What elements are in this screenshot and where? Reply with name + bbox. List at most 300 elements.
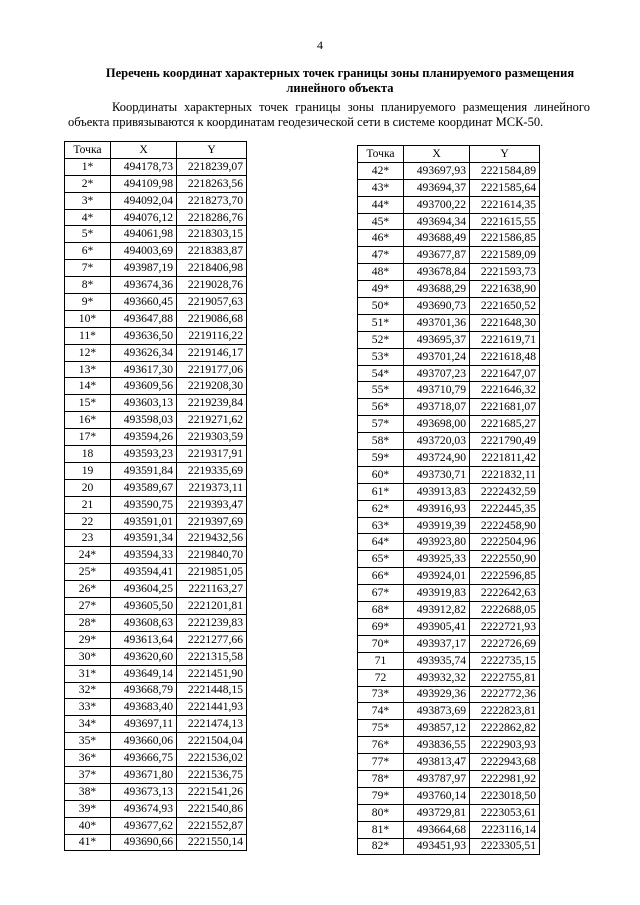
x-cell: 493730,71 bbox=[404, 466, 470, 483]
table-row bbox=[65, 192, 247, 209]
point-cell: 47* bbox=[358, 247, 404, 264]
x-cell: 493594,33 bbox=[111, 547, 177, 564]
y-cell: 2218273,70 bbox=[177, 192, 247, 209]
point-cell: 59* bbox=[358, 450, 404, 467]
y-cell: 2219840,70 bbox=[177, 547, 247, 564]
table-row bbox=[65, 530, 247, 547]
point-cell: 42* bbox=[358, 162, 404, 179]
point-cell: 13* bbox=[65, 361, 111, 378]
table-row bbox=[358, 568, 540, 585]
table-row bbox=[358, 466, 540, 483]
y-cell: 2222458,90 bbox=[470, 517, 540, 534]
x-cell: 493698,00 bbox=[404, 416, 470, 433]
table-row bbox=[65, 294, 247, 311]
y-cell: 2221277,66 bbox=[177, 631, 247, 648]
point-cell: 20 bbox=[65, 479, 111, 496]
y-cell: 2221585,64 bbox=[470, 179, 540, 196]
point-cell: 58* bbox=[358, 433, 404, 450]
y-cell: 2223116,14 bbox=[470, 821, 540, 838]
x-cell: 493701,36 bbox=[404, 314, 470, 331]
point-cell: 35* bbox=[65, 733, 111, 750]
x-cell: 493609,56 bbox=[111, 378, 177, 395]
point-cell: 34* bbox=[65, 716, 111, 733]
point-cell: 82* bbox=[358, 838, 404, 855]
point-cell: 39* bbox=[65, 800, 111, 817]
y-cell: 2218383,87 bbox=[177, 243, 247, 260]
table-row bbox=[65, 513, 247, 530]
table-row bbox=[358, 551, 540, 568]
x-cell: 493836,55 bbox=[404, 737, 470, 754]
table-row bbox=[358, 534, 540, 551]
table-row bbox=[358, 365, 540, 382]
point-cell: 40* bbox=[65, 817, 111, 834]
y-cell: 2219239,84 bbox=[177, 395, 247, 412]
y-cell: 2221550,14 bbox=[177, 834, 247, 851]
y-cell: 2219208,30 bbox=[177, 378, 247, 395]
title-line-1: Перечень координат характерных точек границы зоны планируемого размещения bbox=[105, 66, 575, 80]
y-cell: 2222726,69 bbox=[470, 635, 540, 652]
x-cell: 493594,26 bbox=[111, 429, 177, 446]
table-row bbox=[358, 517, 540, 534]
table-row bbox=[65, 429, 247, 446]
point-cell: 78* bbox=[358, 770, 404, 787]
x-cell: 494076,12 bbox=[111, 209, 177, 226]
y-cell: 2219432,56 bbox=[177, 530, 247, 547]
y-cell: 2219271,62 bbox=[177, 412, 247, 429]
table-row bbox=[65, 395, 247, 412]
point-cell: 75* bbox=[358, 720, 404, 737]
y-cell: 2221451,90 bbox=[177, 665, 247, 682]
point-cell: 57* bbox=[358, 416, 404, 433]
x-cell: 493724,90 bbox=[404, 450, 470, 467]
x-cell: 493594,41 bbox=[111, 564, 177, 581]
point-cell: 60* bbox=[358, 466, 404, 483]
point-cell: 14* bbox=[65, 378, 111, 395]
table-row bbox=[358, 585, 540, 602]
x-cell: 493718,07 bbox=[404, 399, 470, 416]
x-cell: 494061,98 bbox=[111, 226, 177, 243]
table-row bbox=[65, 614, 247, 631]
y-cell: 2219335,69 bbox=[177, 462, 247, 479]
point-cell: 6* bbox=[65, 243, 111, 260]
table-row bbox=[65, 327, 247, 344]
y-cell: 2222445,35 bbox=[470, 500, 540, 517]
table-row bbox=[65, 800, 247, 817]
y-cell: 2219086,68 bbox=[177, 310, 247, 327]
x-cell: 493647,88 bbox=[111, 310, 177, 327]
x-cell: 493677,62 bbox=[111, 817, 177, 834]
point-cell: 65* bbox=[358, 551, 404, 568]
point-cell: 18 bbox=[65, 446, 111, 463]
x-cell: 493603,13 bbox=[111, 395, 177, 412]
point-cell: 29* bbox=[65, 631, 111, 648]
x-cell: 493701,24 bbox=[404, 348, 470, 365]
x-cell: 493590,75 bbox=[111, 496, 177, 513]
y-cell: 2222550,90 bbox=[470, 551, 540, 568]
y-cell: 2222735,15 bbox=[470, 652, 540, 669]
y-cell: 2221541,26 bbox=[177, 783, 247, 800]
y-cell: 2223053,61 bbox=[470, 804, 540, 821]
x-cell: 493857,12 bbox=[404, 720, 470, 737]
table-header-row bbox=[65, 142, 247, 159]
table-row bbox=[358, 196, 540, 213]
table-row bbox=[65, 783, 247, 800]
point-cell: 2* bbox=[65, 175, 111, 192]
table-row bbox=[65, 581, 247, 598]
x-cell: 493697,93 bbox=[404, 162, 470, 179]
table-row bbox=[65, 496, 247, 513]
y-cell: 2222755,81 bbox=[470, 669, 540, 686]
y-cell: 2222823,81 bbox=[470, 703, 540, 720]
point-cell: 37* bbox=[65, 766, 111, 783]
point-cell: 30* bbox=[65, 648, 111, 665]
y-cell: 2221584,89 bbox=[470, 162, 540, 179]
y-cell: 2222981,92 bbox=[470, 770, 540, 787]
point-cell: 5* bbox=[65, 226, 111, 243]
x-cell: 493707,23 bbox=[404, 365, 470, 382]
point-cell: 25* bbox=[65, 564, 111, 581]
table-row bbox=[65, 750, 247, 767]
y-cell: 2222688,05 bbox=[470, 602, 540, 619]
x-cell: 493720,03 bbox=[404, 433, 470, 450]
y-cell: 2221593,73 bbox=[470, 264, 540, 281]
x-cell: 493613,64 bbox=[111, 631, 177, 648]
table-row bbox=[65, 361, 247, 378]
x-cell: 493929,36 bbox=[404, 686, 470, 703]
header-y: Y bbox=[470, 146, 540, 163]
x-cell: 493591,01 bbox=[111, 513, 177, 530]
table-row bbox=[65, 310, 247, 327]
table-row bbox=[65, 260, 247, 277]
point-cell: 23 bbox=[65, 530, 111, 547]
table-row bbox=[358, 450, 540, 467]
header-point: Точка bbox=[358, 146, 404, 163]
table-row bbox=[358, 838, 540, 855]
point-cell: 45* bbox=[358, 213, 404, 230]
table-row bbox=[65, 665, 247, 682]
point-cell: 44* bbox=[358, 196, 404, 213]
y-cell: 2221646,32 bbox=[470, 382, 540, 399]
x-cell: 493700,22 bbox=[404, 196, 470, 213]
x-cell: 493729,81 bbox=[404, 804, 470, 821]
table-row bbox=[65, 378, 247, 395]
y-cell: 2221536,75 bbox=[177, 766, 247, 783]
table-row bbox=[65, 446, 247, 463]
y-cell: 2221552,87 bbox=[177, 817, 247, 834]
y-cell: 2219177,06 bbox=[177, 361, 247, 378]
x-cell: 493695,37 bbox=[404, 331, 470, 348]
table-row bbox=[65, 682, 247, 699]
x-cell: 493916,93 bbox=[404, 500, 470, 517]
table-row bbox=[65, 344, 247, 361]
x-cell: 493589,67 bbox=[111, 479, 177, 496]
y-cell: 2222772,36 bbox=[470, 686, 540, 703]
x-cell: 493673,13 bbox=[111, 783, 177, 800]
coordinates-table-left bbox=[64, 141, 247, 851]
x-cell: 493605,50 bbox=[111, 598, 177, 615]
point-cell: 1* bbox=[65, 158, 111, 175]
table-row bbox=[65, 547, 247, 564]
point-cell: 8* bbox=[65, 277, 111, 294]
x-cell: 494109,98 bbox=[111, 175, 177, 192]
header-x: X bbox=[111, 142, 177, 159]
point-cell: 52* bbox=[358, 331, 404, 348]
y-cell: 2221614,35 bbox=[470, 196, 540, 213]
y-cell: 2219851,05 bbox=[177, 564, 247, 581]
table-row bbox=[65, 631, 247, 648]
y-cell: 2222432,59 bbox=[470, 483, 540, 500]
y-cell: 2221832,11 bbox=[470, 466, 540, 483]
point-cell: 43* bbox=[358, 179, 404, 196]
point-cell: 73* bbox=[358, 686, 404, 703]
x-cell: 493674,93 bbox=[111, 800, 177, 817]
y-cell: 2219057,63 bbox=[177, 294, 247, 311]
table-row bbox=[358, 433, 540, 450]
table-row bbox=[65, 158, 247, 175]
y-cell: 2221790,49 bbox=[470, 433, 540, 450]
y-cell: 2221586,85 bbox=[470, 230, 540, 247]
point-cell: 68* bbox=[358, 602, 404, 619]
point-cell: 80* bbox=[358, 804, 404, 821]
y-cell: 2219373,11 bbox=[177, 479, 247, 496]
header-x: X bbox=[404, 146, 470, 163]
y-cell: 2218239,07 bbox=[177, 158, 247, 175]
table-row bbox=[358, 314, 540, 331]
point-cell: 46* bbox=[358, 230, 404, 247]
x-cell: 493688,49 bbox=[404, 230, 470, 247]
point-cell: 4* bbox=[65, 209, 111, 226]
point-cell: 51* bbox=[358, 314, 404, 331]
y-cell: 2221615,55 bbox=[470, 213, 540, 230]
point-cell: 74* bbox=[358, 703, 404, 720]
x-cell: 494092,04 bbox=[111, 192, 177, 209]
x-cell: 494003,69 bbox=[111, 243, 177, 260]
table-row bbox=[65, 226, 247, 243]
point-cell: 54* bbox=[358, 365, 404, 382]
point-cell: 64* bbox=[358, 534, 404, 551]
table-row bbox=[358, 348, 540, 365]
point-cell: 48* bbox=[358, 264, 404, 281]
x-cell: 493919,39 bbox=[404, 517, 470, 534]
x-cell: 493617,30 bbox=[111, 361, 177, 378]
y-cell: 2221201,81 bbox=[177, 598, 247, 615]
point-cell: 36* bbox=[65, 750, 111, 767]
x-cell: 493694,37 bbox=[404, 179, 470, 196]
point-cell: 53* bbox=[358, 348, 404, 365]
x-cell: 493636,50 bbox=[111, 327, 177, 344]
point-cell: 16* bbox=[65, 412, 111, 429]
point-cell: 79* bbox=[358, 787, 404, 804]
x-cell: 493620,60 bbox=[111, 648, 177, 665]
point-cell: 26* bbox=[65, 581, 111, 598]
table-row bbox=[358, 787, 540, 804]
x-cell: 493937,17 bbox=[404, 635, 470, 652]
point-cell: 33* bbox=[65, 699, 111, 716]
x-cell: 493678,84 bbox=[404, 264, 470, 281]
point-cell: 38* bbox=[65, 783, 111, 800]
x-cell: 493593,23 bbox=[111, 446, 177, 463]
y-cell: 2221647,07 bbox=[470, 365, 540, 382]
x-cell: 493649,14 bbox=[111, 665, 177, 682]
x-cell: 493690,66 bbox=[111, 834, 177, 851]
y-cell: 2221536,02 bbox=[177, 750, 247, 767]
y-cell: 2221619,71 bbox=[470, 331, 540, 348]
table-row bbox=[358, 686, 540, 703]
x-cell: 493919,83 bbox=[404, 585, 470, 602]
y-cell: 2222862,82 bbox=[470, 720, 540, 737]
x-cell: 493690,73 bbox=[404, 298, 470, 315]
table-row bbox=[358, 331, 540, 348]
table-row bbox=[65, 462, 247, 479]
x-cell: 493688,29 bbox=[404, 281, 470, 298]
table-row bbox=[65, 766, 247, 783]
x-cell: 493760,14 bbox=[404, 787, 470, 804]
table-row bbox=[358, 703, 540, 720]
point-cell: 49* bbox=[358, 281, 404, 298]
table-row bbox=[358, 770, 540, 787]
y-cell: 2219317,91 bbox=[177, 446, 247, 463]
y-cell: 2223018,50 bbox=[470, 787, 540, 804]
y-cell: 2218263,56 bbox=[177, 175, 247, 192]
x-cell: 493660,06 bbox=[111, 733, 177, 750]
point-cell: 66* bbox=[358, 568, 404, 585]
x-cell: 493905,41 bbox=[404, 618, 470, 635]
page-number: 4 bbox=[317, 38, 323, 52]
point-cell: 41* bbox=[65, 834, 111, 851]
point-cell: 3* bbox=[65, 192, 111, 209]
title-line-2: линейного объекта bbox=[286, 81, 394, 95]
y-cell: 2219028,76 bbox=[177, 277, 247, 294]
point-cell: 10* bbox=[65, 310, 111, 327]
table-row bbox=[358, 247, 540, 264]
table-row bbox=[65, 412, 247, 429]
x-cell: 493787,97 bbox=[404, 770, 470, 787]
point-cell: 56* bbox=[358, 399, 404, 416]
x-cell: 493604,25 bbox=[111, 581, 177, 598]
x-cell: 493923,80 bbox=[404, 534, 470, 551]
y-cell: 2221448,15 bbox=[177, 682, 247, 699]
y-cell: 2218286,76 bbox=[177, 209, 247, 226]
point-cell: 32* bbox=[65, 682, 111, 699]
table-row bbox=[358, 720, 540, 737]
x-cell: 493925,33 bbox=[404, 551, 470, 568]
table-row bbox=[65, 699, 247, 716]
table-row bbox=[358, 500, 540, 517]
y-cell: 2222943,68 bbox=[470, 754, 540, 771]
point-cell: 28* bbox=[65, 614, 111, 631]
x-cell: 493932,32 bbox=[404, 669, 470, 686]
point-cell: 11* bbox=[65, 327, 111, 344]
point-cell: 62* bbox=[358, 500, 404, 517]
table-row bbox=[65, 817, 247, 834]
point-cell: 12* bbox=[65, 344, 111, 361]
x-cell: 493626,34 bbox=[111, 344, 177, 361]
y-cell: 2218406,98 bbox=[177, 260, 247, 277]
point-cell: 17* bbox=[65, 429, 111, 446]
table-row bbox=[65, 564, 247, 581]
point-cell: 24* bbox=[65, 547, 111, 564]
y-cell: 2221681,07 bbox=[470, 399, 540, 416]
table-row bbox=[65, 716, 247, 733]
table-row bbox=[358, 382, 540, 399]
x-cell: 493912,82 bbox=[404, 602, 470, 619]
point-cell: 70* bbox=[358, 635, 404, 652]
y-cell: 2219116,22 bbox=[177, 327, 247, 344]
table-row bbox=[65, 648, 247, 665]
x-cell: 493924,01 bbox=[404, 568, 470, 585]
point-cell: 31* bbox=[65, 665, 111, 682]
table-row bbox=[358, 213, 540, 230]
y-cell: 2221589,09 bbox=[470, 247, 540, 264]
table-row bbox=[358, 483, 540, 500]
x-cell: 493591,84 bbox=[111, 462, 177, 479]
table-row bbox=[358, 821, 540, 838]
point-cell: 72 bbox=[358, 669, 404, 686]
y-cell: 2221650,52 bbox=[470, 298, 540, 315]
y-cell: 2222596,85 bbox=[470, 568, 540, 585]
header-y: Y bbox=[177, 142, 247, 159]
x-cell: 493608,63 bbox=[111, 614, 177, 631]
table-row bbox=[65, 175, 247, 192]
y-cell: 2219303,59 bbox=[177, 429, 247, 446]
point-cell: 81* bbox=[358, 821, 404, 838]
point-cell: 19 bbox=[65, 462, 111, 479]
y-cell: 2221648,30 bbox=[470, 314, 540, 331]
x-cell: 494178,73 bbox=[111, 158, 177, 175]
table-row bbox=[358, 230, 540, 247]
table-row bbox=[358, 179, 540, 196]
y-cell: 2218303,15 bbox=[177, 226, 247, 243]
y-cell: 2221685,27 bbox=[470, 416, 540, 433]
table-row bbox=[358, 754, 540, 771]
y-cell: 2221811,42 bbox=[470, 450, 540, 467]
table-row bbox=[358, 264, 540, 281]
point-cell: 50* bbox=[358, 298, 404, 315]
point-cell: 61* bbox=[358, 483, 404, 500]
table-row bbox=[358, 669, 540, 686]
document-title bbox=[90, 66, 590, 96]
point-cell: 9* bbox=[65, 294, 111, 311]
x-cell: 493671,80 bbox=[111, 766, 177, 783]
table-row bbox=[65, 479, 247, 496]
table-row bbox=[65, 277, 247, 294]
y-cell: 2222642,63 bbox=[470, 585, 540, 602]
point-cell: 69* bbox=[358, 618, 404, 635]
point-cell: 27* bbox=[65, 598, 111, 615]
y-cell: 2222903,93 bbox=[470, 737, 540, 754]
y-cell: 2219146,17 bbox=[177, 344, 247, 361]
table-row bbox=[358, 162, 540, 179]
table-row bbox=[358, 737, 540, 754]
point-cell: 22 bbox=[65, 513, 111, 530]
point-cell: 7* bbox=[65, 260, 111, 277]
table-row bbox=[65, 733, 247, 750]
point-cell: 55* bbox=[358, 382, 404, 399]
x-cell: 493666,75 bbox=[111, 750, 177, 767]
y-cell: 2221638,90 bbox=[470, 281, 540, 298]
y-cell: 2222721,93 bbox=[470, 618, 540, 635]
x-cell: 493710,79 bbox=[404, 382, 470, 399]
x-cell: 493913,83 bbox=[404, 483, 470, 500]
table-row bbox=[358, 281, 540, 298]
point-cell: 77* bbox=[358, 754, 404, 771]
y-cell: 2221618,48 bbox=[470, 348, 540, 365]
table-row bbox=[358, 652, 540, 669]
point-cell: 63* bbox=[358, 517, 404, 534]
x-cell: 493664,68 bbox=[404, 821, 470, 838]
y-cell: 2221441,93 bbox=[177, 699, 247, 716]
y-cell: 2222504,96 bbox=[470, 534, 540, 551]
